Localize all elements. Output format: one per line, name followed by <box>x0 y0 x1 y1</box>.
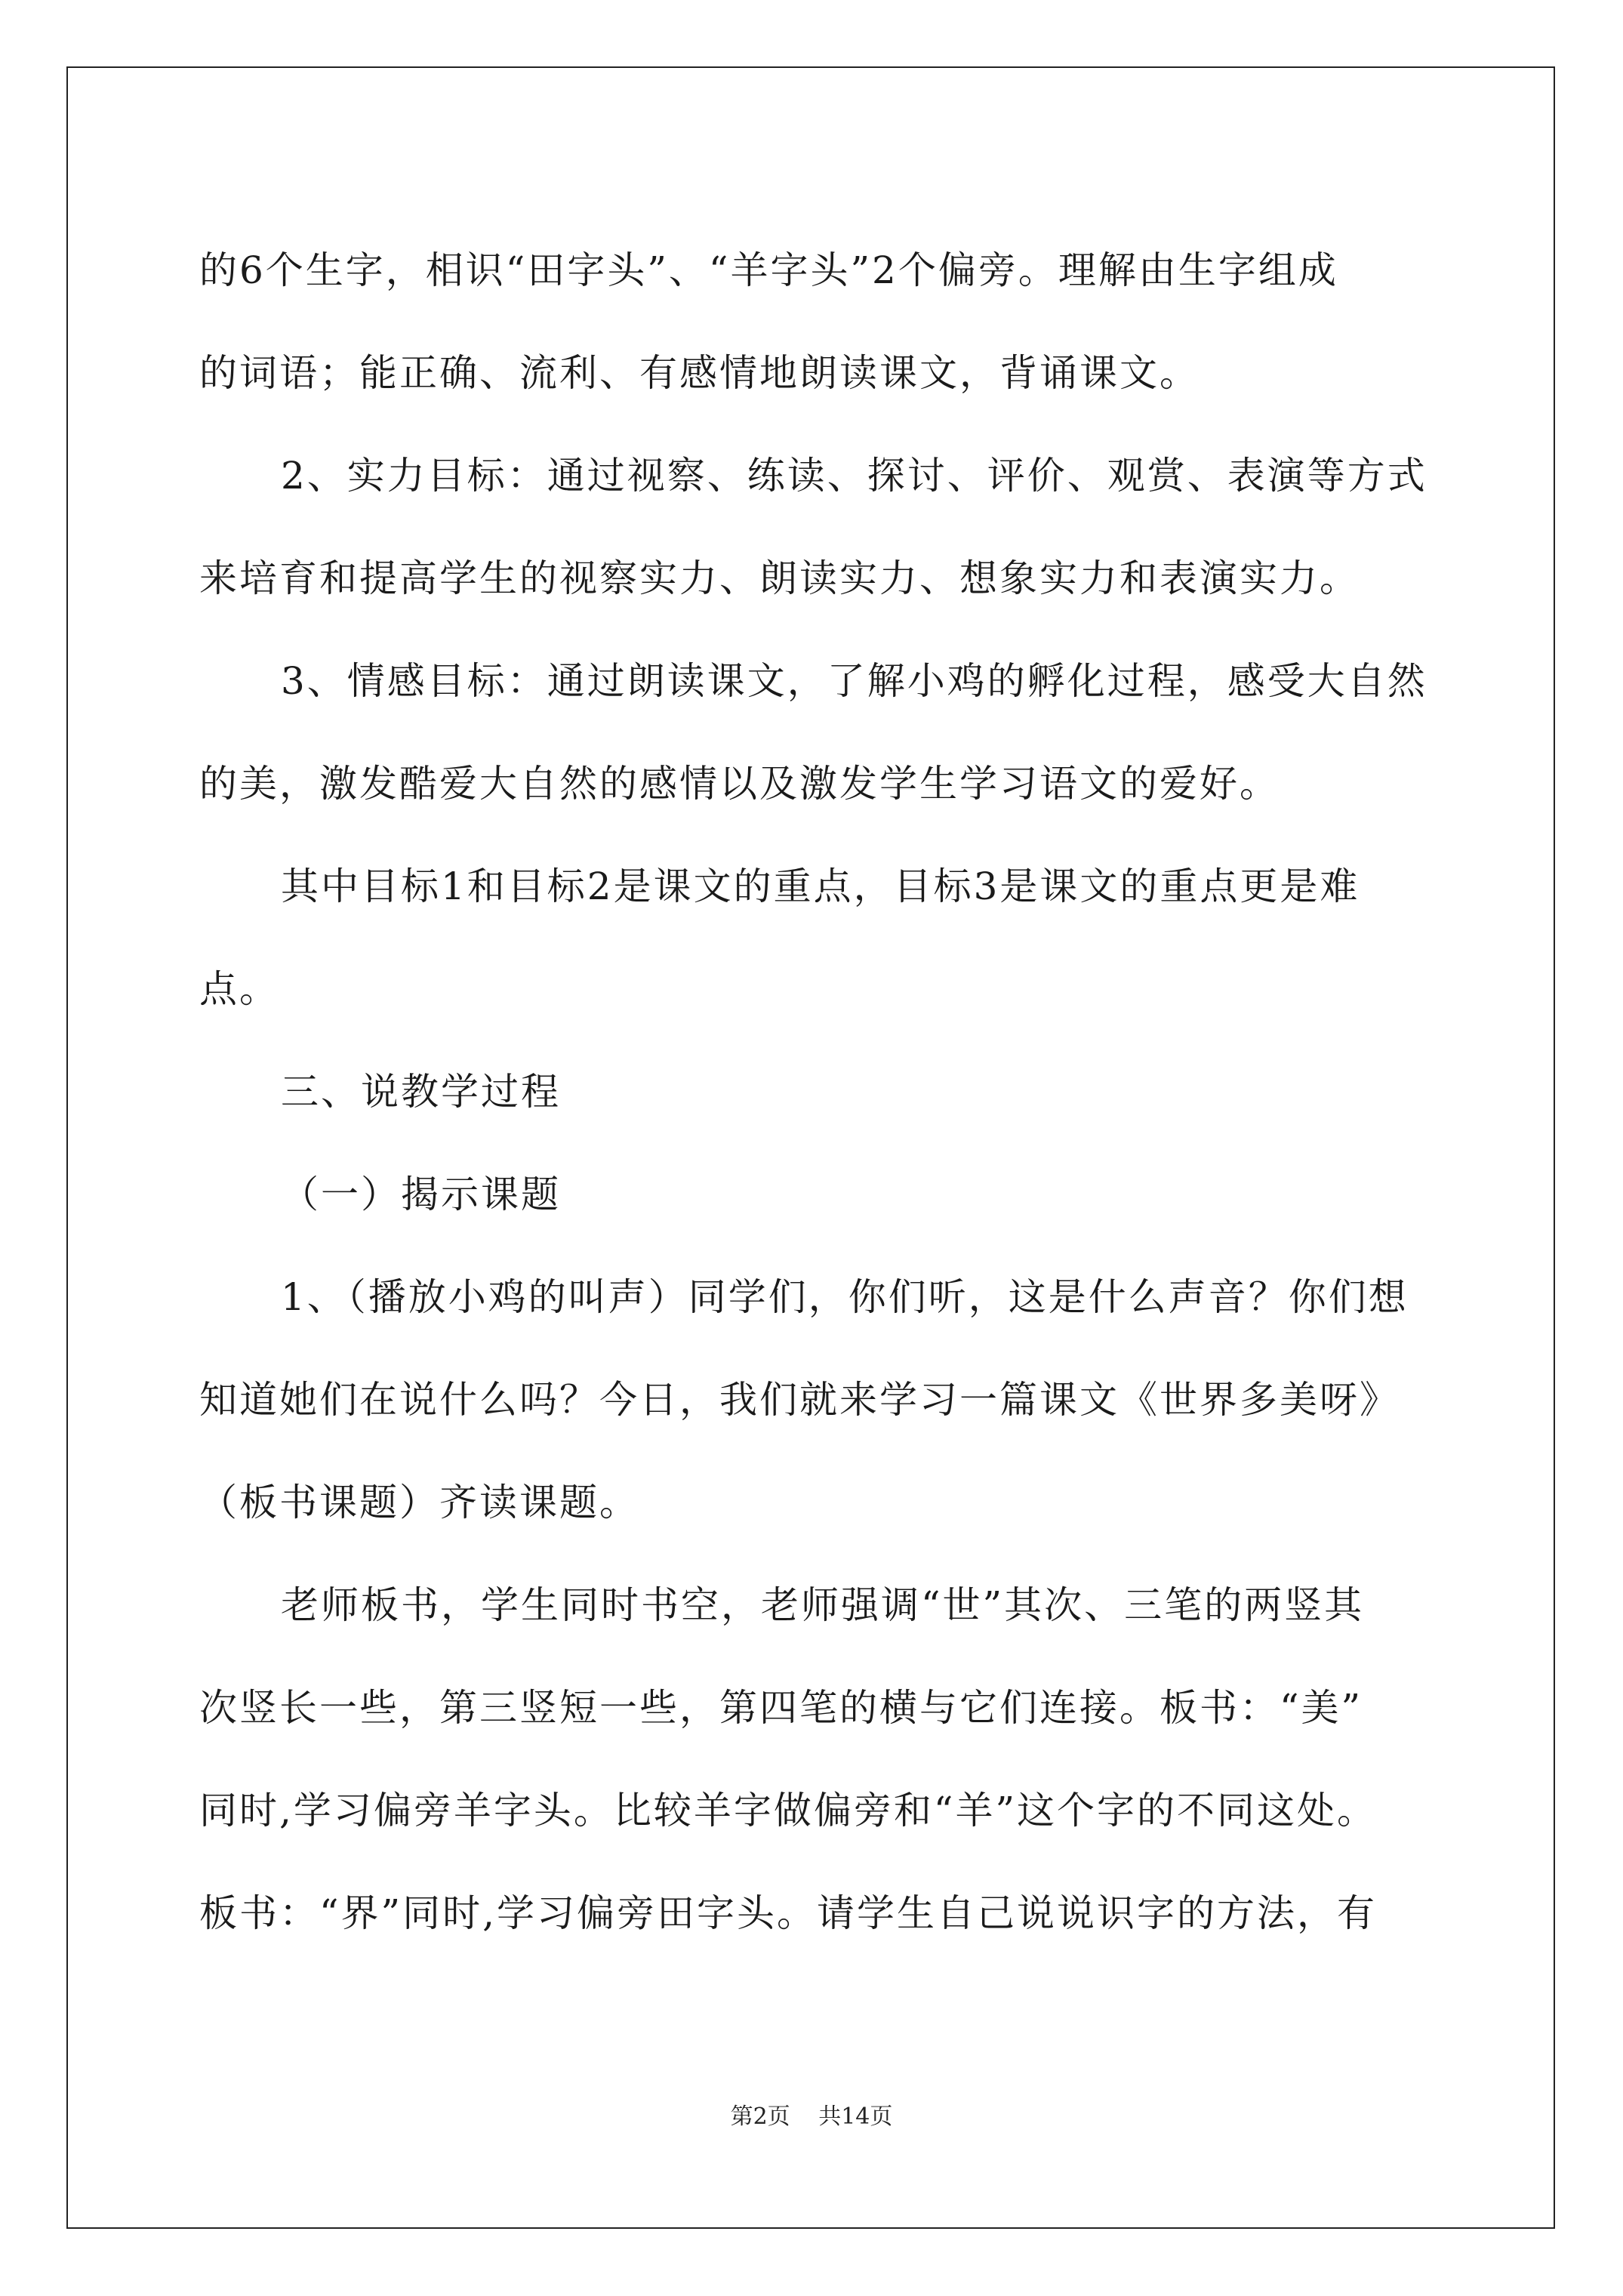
page-total: 共14页 <box>818 2103 893 2130</box>
text-line: （板书课题）齐读课题。 <box>199 1481 639 1524</box>
text-line: 老师板书，学生同时书空，老师强调“世”其次、三笔的两竖其 <box>281 1583 1365 1627</box>
page-number: 第2页 <box>730 2103 790 2130</box>
page-footer <box>0 2097 1623 2131</box>
text-line: 的词语；能正确、流利、有感情地朗读课文，背诵课文。 <box>199 351 1200 395</box>
text-line: 其中目标1和目标2是课文的重点，目标3是课文的重点更是难 <box>281 864 1360 908</box>
document-body <box>199 219 1427 1965</box>
text-line: 的6个生字，相识“田字头”、“羊字头”2个偏旁。理解由生字组成 <box>199 248 1338 292</box>
text-line: 同时,学习偏旁羊字头。比较羊字做偏旁和“羊”这个字的不同这处。 <box>199 1789 1378 1832</box>
text-line: 点。 <box>199 967 279 1011</box>
text-line: 板书：“界”同时,学习偏旁田字头。请学生自己说说识字的方法，有 <box>199 1891 1378 1935</box>
text-line: 的美，激发酷爱大自然的感情以及激发学生学习语文的爱好。 <box>199 762 1280 806</box>
text-line: 次竖长一些，第三竖短一些，第四笔的横与它们连接。板书：“美” <box>199 1686 1363 1730</box>
text-line: 1、（播放小鸡的叫声）同学们，你们听，这是什么声音？你们想 <box>281 1275 1409 1319</box>
section-heading: 三、说教学过程 <box>281 1070 561 1114</box>
text-line: 3、情感目标：通过朗读课文，了解小鸡的孵化过程，感受大自然 <box>281 659 1427 703</box>
text-line: 知道她们在说什么吗？今日，我们就来学习一篇课文《世界多美呀》 <box>199 1378 1400 1422</box>
subsection-heading: （一）揭示课题 <box>281 1173 561 1216</box>
text-line: 2、实力目标：通过视察、练读、探讨、评价、观赏、表演等方式 <box>281 454 1427 498</box>
text-line: 来培育和提高学生的视察实力、朗读实力、想象实力和表演实力。 <box>199 556 1360 600</box>
